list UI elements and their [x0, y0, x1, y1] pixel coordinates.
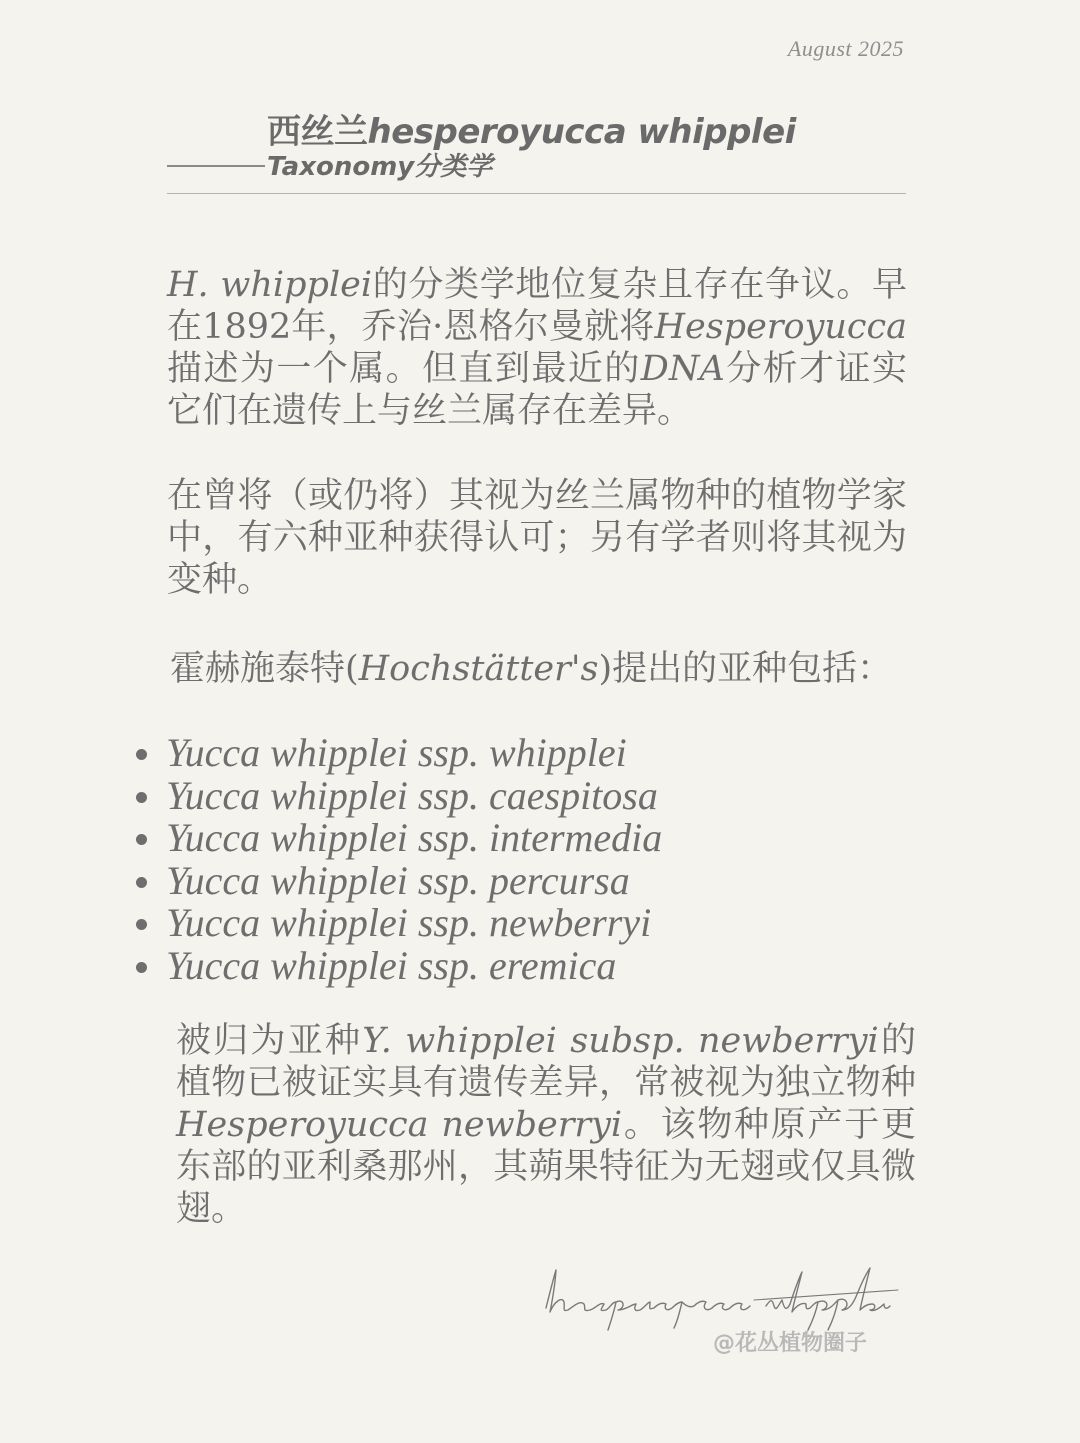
list-item	[136, 942, 662, 988]
italic-genus-name: Hesperoyucca	[654, 307, 907, 347]
bullet-icon	[136, 834, 147, 845]
paragraph-text: )提出的亚种包括：	[598, 649, 893, 689]
bullet-icon	[136, 792, 147, 803]
subspecies-list	[136, 732, 662, 988]
page-subtitle: Taxonomy分类学	[267, 152, 493, 182]
list-item	[136, 902, 662, 945]
subspecies-name: Yucca whipplei ssp. intermedia	[166, 815, 663, 861]
list-item	[136, 857, 662, 903]
paragraph-text: 的植物已被证实具有遗传差异，常被视为独立物种	[176, 1021, 916, 1103]
list-item	[136, 817, 662, 860]
subtitle-rule	[167, 165, 265, 167]
italic-author-name: Hochstätter's	[358, 649, 599, 689]
paragraph-taxonomy-intro	[167, 264, 907, 432]
paragraph-text: 分析才证实它们在遗传上与丝兰属存在差异。	[167, 349, 907, 431]
list-item	[136, 772, 662, 818]
bullet-icon	[136, 749, 147, 760]
credit-watermark: @花丛植物圈子	[713, 1331, 868, 1356]
bullet-icon	[136, 919, 147, 930]
title-chinese: 西丝兰	[267, 112, 368, 152]
paragraph-text: 被归为亚种	[176, 1021, 363, 1061]
italic-subspecies-name: Y. whipplei subsp. newberryi	[362, 1021, 879, 1061]
paragraph-newberryi	[176, 1020, 916, 1230]
bullet-icon	[136, 962, 147, 973]
paragraph-text: 霍赫施泰特(	[170, 649, 359, 689]
subtitle-row	[167, 146, 492, 183]
subspecies-name: Yucca whipplei ssp. newberryi	[166, 900, 652, 946]
italic-species-name: Hesperoyucca newberryi	[176, 1105, 623, 1145]
paragraph-text: 描述为一个属。但直到最近的	[167, 349, 641, 389]
bullet-icon	[136, 877, 147, 888]
header-divider	[167, 193, 906, 194]
subspecies-name: Yucca whipplei ssp. caespitosa	[166, 772, 658, 818]
paragraph-text: 的分类学地位复杂且存在争议。早在1892年，乔治·恩格尔曼就将	[167, 265, 907, 347]
italic-species-name: H. whipplei	[167, 265, 373, 305]
title-latin: hesperoyucca whipplei	[367, 112, 796, 152]
italic-dna: DNA	[640, 349, 725, 389]
paragraph-hochstatter-intro	[170, 648, 910, 690]
date-label: August 2025	[787, 36, 904, 61]
list-item	[136, 732, 662, 775]
subspecies-name: Yucca whipplei ssp. whipplei	[166, 730, 627, 775]
handwritten-signature	[540, 1262, 900, 1332]
subspecies-name: Yucca whipplei ssp. eremica	[166, 942, 617, 988]
subspecies-name: Yucca whipplei ssp. percursa	[166, 857, 630, 903]
paragraph-text: 。该物种原产于更东部的亚利桑那州，其蒴果特征为无翅或仅具微翅。	[176, 1105, 916, 1229]
paragraph-subspecies-recognition: 在曾将（或仍将）其视为丝兰属物种的植物学家中，有六种亚种获得认可；另有学者则将其视为变种。	[167, 476, 907, 600]
